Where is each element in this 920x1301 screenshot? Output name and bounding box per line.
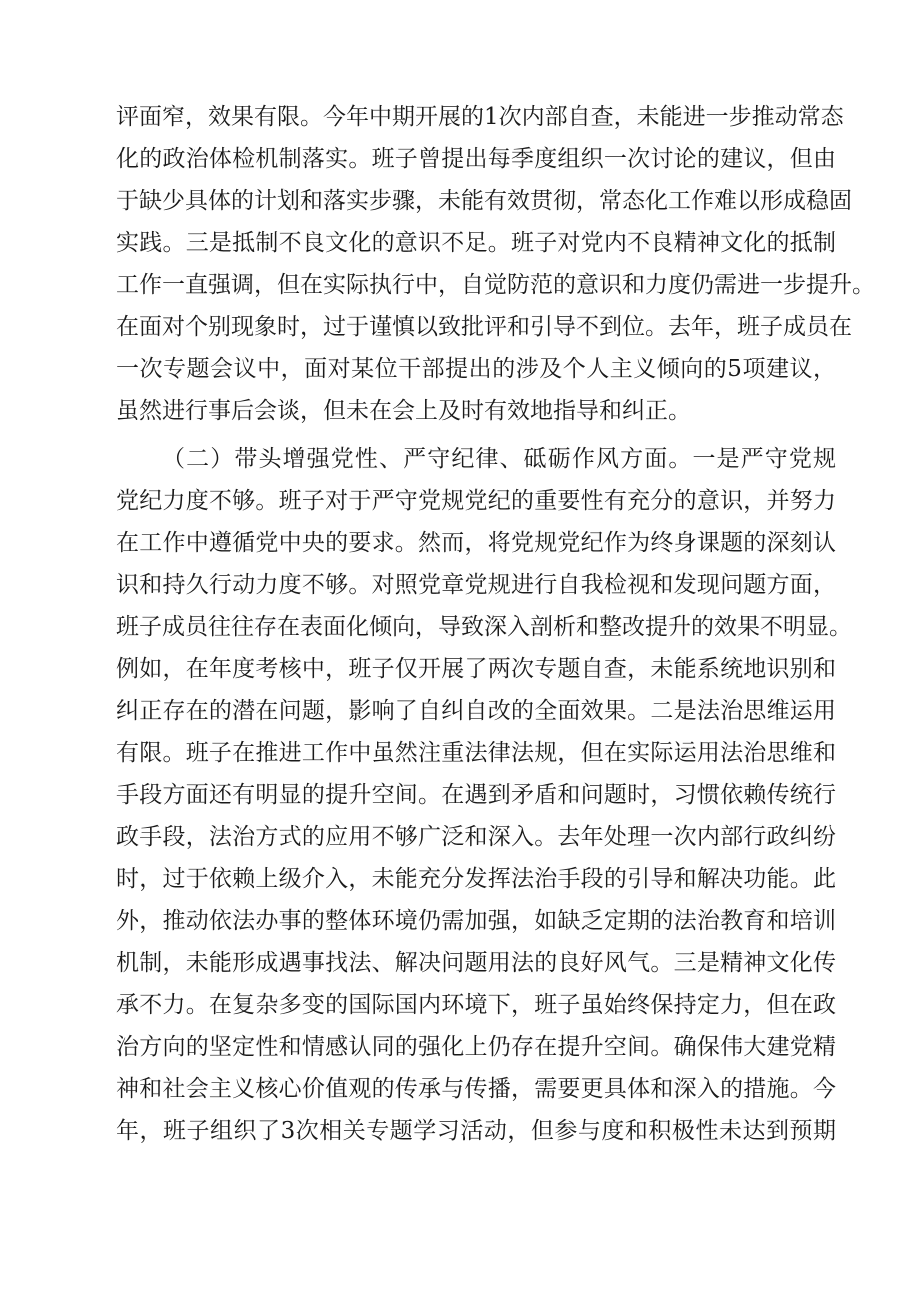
paragraph-2 — [116, 438, 852, 1152]
text-line: 工作一直强调，但在实际执行中，自觉防范的意识和力度仍需进一步提升。 — [116, 272, 875, 298]
text-line: 化的政治体检机制落实。班子曾提出每季度组织一次讨论的建议，但由 — [116, 146, 836, 172]
text-line: 手段方面还有明显的提升空间。在遇到矛盾和问题时，习惯依赖传统行 — [116, 782, 836, 808]
paragraph-1 — [116, 96, 875, 432]
text-line: 外，推动依法办事的整体环境仍需加强，如缺乏定期的法治教育和培训 — [116, 908, 836, 934]
text-line: 治方向的坚定性和情感认同的强化上仍存在提升空间。确保伟大建党精 — [116, 1034, 836, 1060]
text-line: 神和社会主义核心价值观的传承与传播，需要更具体和深入的措施。今 — [116, 1076, 836, 1102]
text-line: 于缺少具体的计划和落实步骤，未能有效贯彻，常态化工作难以形成稳固 — [116, 188, 852, 214]
text-line: 实践。三是抵制不良文化的意识不足。班子对党内不良精神文化的抵制 — [116, 230, 836, 256]
text-line: 识和持久行动力度不够。对照党章党规进行自我检视和发现问题方面， — [116, 572, 836, 598]
text-line: 班子成员往往存在表面化倾向，导致深入剖析和整改提升的效果不明显。 — [116, 614, 852, 640]
text-line: 政手段，法治方式的应用不够广泛和深入。去年处理一次内部行政纠纷 — [116, 824, 836, 850]
text-line: 例如，在年度考核中，班子仅开展了两次专题自查，未能系统地识别和 — [116, 656, 836, 682]
text-line-heading: （二）带头增强党性、严守纪律、砥砺作风方面。一是严守党规 — [162, 446, 836, 472]
text-line: 纠正存在的潜在问题，影响了自纠自改的全面效果。二是法治思维运用 — [116, 698, 836, 724]
text-line: 在工作中遵循党中央的要求。然而，将党规党纪作为终身课题的深刻认 — [116, 530, 836, 556]
text-line: 一次专题会议中，面对某位干部提出的涉及个人主义倾向的5项建议， — [116, 356, 836, 382]
document-body — [116, 96, 875, 1152]
text-line: 承不力。在复杂多变的国际国内环境下，班子虽始终保持定力，但在政 — [116, 992, 836, 1018]
text-line: 虽然进行事后会谈，但未在会上及时有效地指导和纠正。 — [116, 398, 691, 424]
text-line: 年，班子组织了3次相关专题学习活动，但参与度和积极性未达到预期 — [116, 1118, 836, 1144]
text-line: 时，过于依赖上级介入，未能充分发挥法治手段的引导和解决功能。此 — [116, 866, 836, 892]
text-line: 党纪力度不够。班子对于严守党规党纪的重要性有充分的意识，并努力 — [116, 488, 836, 514]
text-line: 在面对个别现象时，过于谨慎以致批评和引导不到位。去年，班子成员在 — [116, 314, 852, 340]
text-line: 机制，未能形成遇事找法、解决问题用法的良好风气。三是精神文化传 — [116, 950, 836, 976]
text-line: 有限。班子在推进工作中虽然注重法律法规，但在实际运用法治思维和 — [116, 740, 836, 766]
text-line: 评面窄，效果有限。今年中期开展的1次内部自查，未能进一步推动常态 — [116, 104, 844, 130]
